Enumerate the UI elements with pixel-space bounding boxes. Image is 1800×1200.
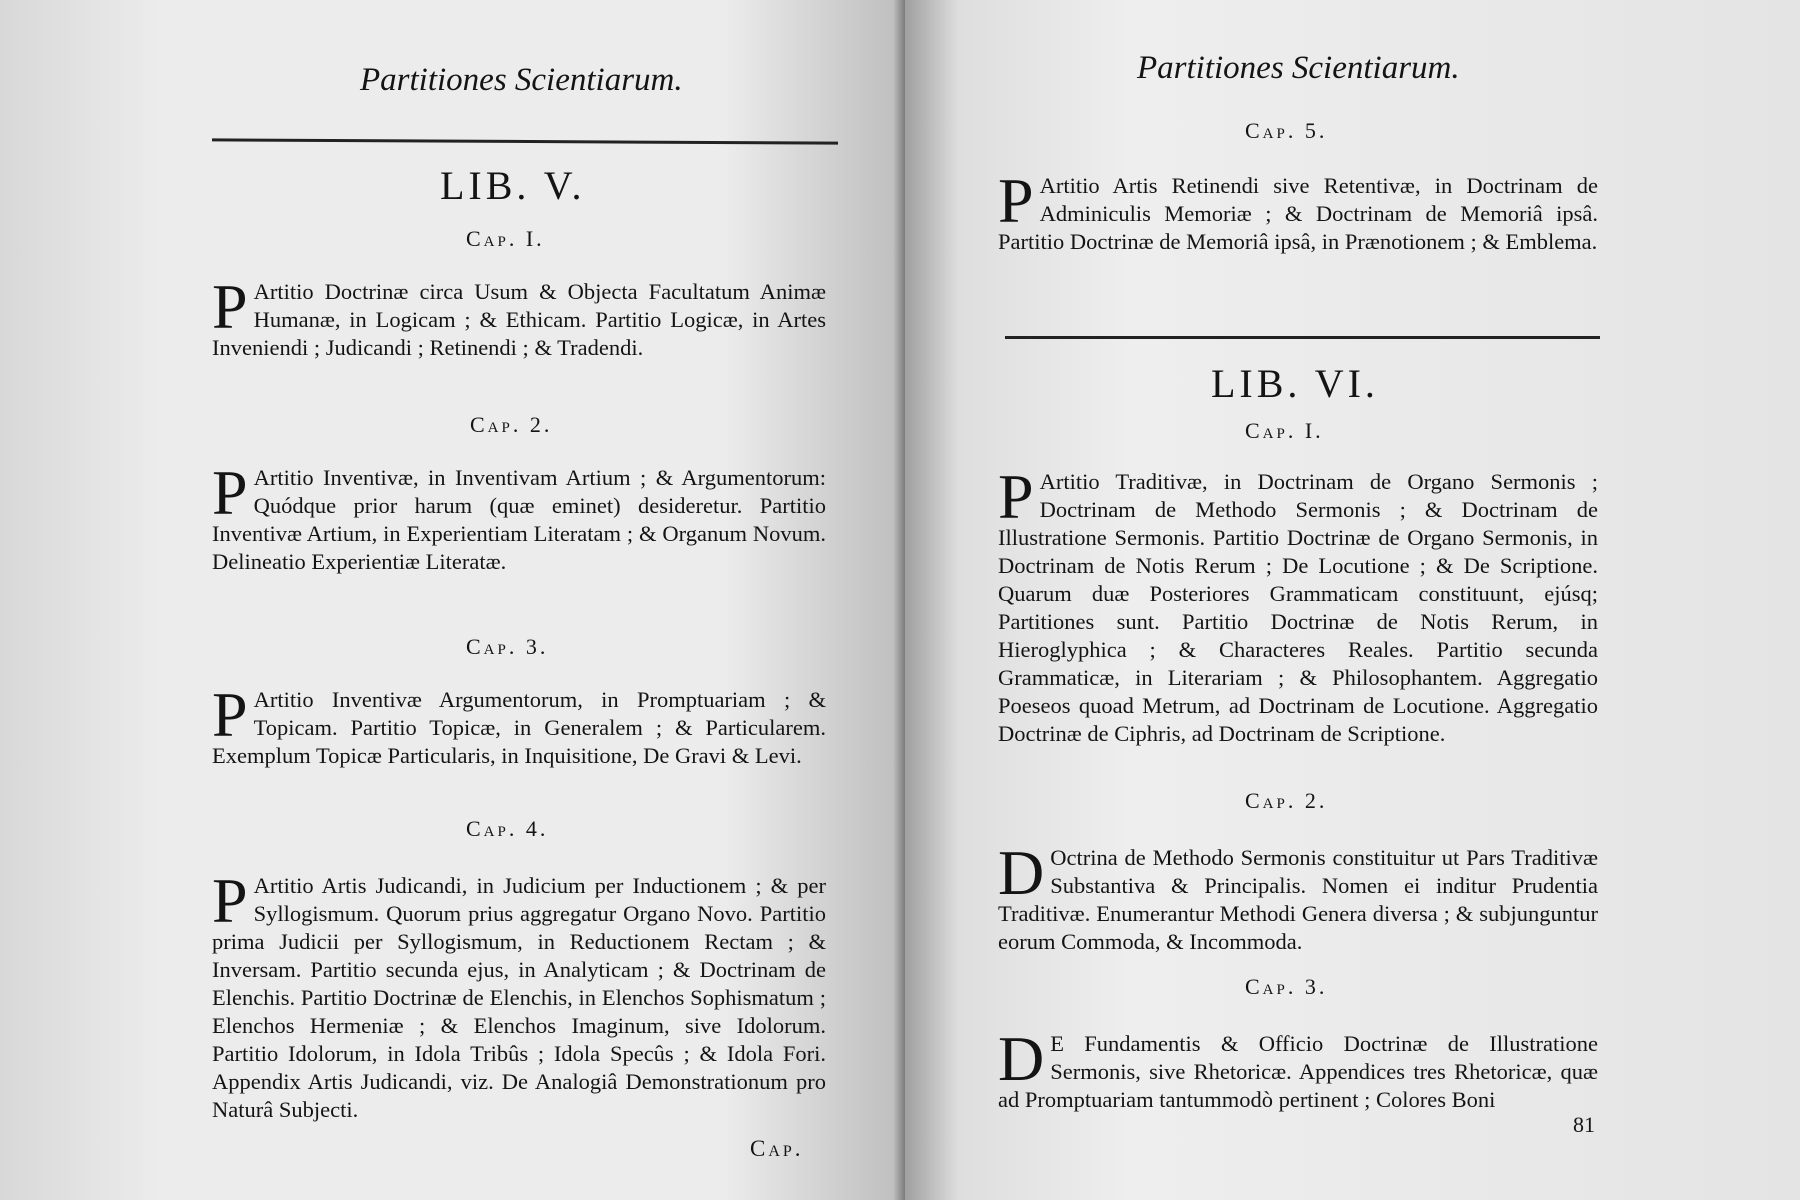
left-section-2 [212,457,826,576]
right-section-top-text: Artitio Artis Retinendi sive Retentivæ, in Doctrinam de Adminiculis Memoriæ ; & Doctrinam de Memoriâ ipsâ. Partitio Doctrinæ de Memoriâ ipsâ, in Prænotionem ; & Emblema. [998,173,1598,254]
drop-initial: P [212,865,248,936]
right-lib-heading: LIB. VI. [1211,361,1379,406]
right-section-2 [998,837,1598,956]
left-section-1-text: Artitio Doctrinæ circa Usum & Objecta Facultatum Animæ Humanæ, in Logicam ; & Ethicam. Partitio Logicæ, in Artes Inveniendi ; Judicandi ; Retinendi ; & Tradendi. [212,279,826,360]
right-section-top [998,165,1598,256]
page-number: 81 [1573,1112,1595,1137]
left-section-4-text: Artitio Artis Judicandi, in Judicium per Inductionem ; & per Syllogismum. Quorum prius aggregatur Organo Novo. Partitio prima Judicii per Syllogismum, in Reductionem Rectam ; & Inversam. Partitio secunda ejus, in Analyticam ; & Doctrinam de Elenchis. Partitio Doctrinæ de Elenchis, in Elenchos Sophismatum ; Elenchos Hermeniæ ; & Elenchos Imaginum, sive Idolorum. Partitio Idolorum, in Idola Tribûs ; Idola Specûs ; & Idola Fori. Appendix Artis Judicandi, viz. De Analogiâ Demonstrationum pro Naturâ Subjecti. [212,873,826,1122]
left-cap-4: Cap. 4. [466,816,549,841]
drop-initial: P [212,457,248,528]
left-cap-3: Cap. 3. [466,634,549,659]
left-cap-1: Cap. I. [466,226,545,251]
right-cap-3: Cap. 3. [1245,974,1328,999]
right-section-1 [998,461,1598,748]
left-section-2-text: Artitio Inventivæ, in Inventivam Artium ; & Argumentorum: Quódque prior harum (quæ eminet) desideretur. Partitio Inventivæ Artium, in Experientiam Literatam ; & Organum Novum. Delineatio Experientiæ Literatæ. [212,465,826,574]
drop-initial: P [212,271,248,342]
left-section-3-text: Artitio Inventivæ Argumentorum, in Promptuariam ; & Topicam. Partitio Topicæ, in Generalem ; & Particularem. Exemplum Topicæ Particularis, in Inquisitione, De Gravi & Levi. [212,687,826,768]
right-cap-5: Cap. 5. [1245,118,1328,143]
right-section-rule [1005,336,1600,339]
drop-initial: P [212,679,248,750]
right-running-head: Partitiones Scientiarum. [1137,50,1460,86]
left-section-3 [212,679,826,770]
left-cap-2: Cap. 2. [470,412,553,437]
drop-initial: D [998,837,1045,908]
drop-initial: P [998,165,1034,236]
right-section-3-text: E Fundamentis & Officio Doctrinæ de Illustratione Sermonis, sive Rhetoricæ. Appendices tres Rhetoricæ, quæ ad Promptuariam tantummodò pertinent ; Colores Boni [998,1031,1598,1112]
right-section-1-text: Artitio Traditivæ, in Doctrinam de Organo Sermonis ; Doctrinam de Methodo Sermonis ; & Doctrinam de Illustratione Sermonis. Partitio Doctrinæ de Organo Sermonis, in Doctrinam de Notis Rerum ; De Locutione ; & De Scriptione. Quarum duæ Posteriores Grammaticam constituunt, ejúsq; Partitiones sunt. Partitio Doctrinæ de Notis Rerum, in Hieroglyphica ; & Characteres Reales. Partitio secunda Grammaticæ, in Literariam ; & Philosophantem. Aggregatio Poeseos quoad Metrum, ad Doctrinam de Locutione. Aggregatio Doctrinæ de Ciphris, ad Doctrinam de Scriptione. [998,469,1598,746]
left-lib-heading: LIB. V. [440,163,586,208]
left-section-4 [212,865,826,1124]
left-running-head: Partitiones Scientiarum. [360,62,683,98]
right-cap-1: Cap. I. [1245,418,1324,443]
right-section-2-text: Octrina de Methodo Sermonis constituitur ut Pars Traditivæ Substantiva & Principalis. Nomen ei inditur Prudentia Traditivæ. Enumerantur Methodi Genera diversa ; & subjunguntur eorum Commoda, & Incommoda. [998,845,1598,954]
drop-initial: D [998,1023,1045,1094]
right-page [905,0,1800,1200]
drop-initial: P [998,461,1034,532]
right-cap-2: Cap. 2. [1245,788,1328,813]
left-catchword: Cap. [750,1136,804,1161]
left-section-1 [212,271,826,362]
left-head-rule [212,138,838,144]
right-section-3 [998,1023,1598,1114]
